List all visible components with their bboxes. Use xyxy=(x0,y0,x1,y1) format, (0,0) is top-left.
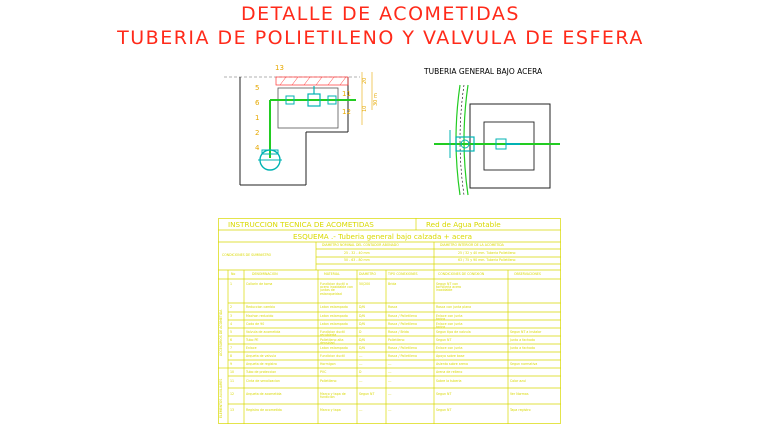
table-cell: 12 xyxy=(230,392,235,396)
table-cell: Polietileno xyxy=(388,338,405,342)
table-cell: Laton estampado xyxy=(320,314,348,318)
table-cell: Arqueta de valvula xyxy=(246,354,277,358)
table-cell: Collarin de toma xyxy=(246,282,273,286)
table-cell: Junto a fachada xyxy=(510,338,535,342)
table-cell: 2 xyxy=(230,305,233,309)
table-cell: 4 xyxy=(230,322,233,326)
table-cell: 13 xyxy=(230,408,235,412)
table-cell: Enlace con junta torica xyxy=(436,314,463,322)
table-cell: Marco y tapa xyxy=(320,408,341,412)
table-cell: Ver Normas xyxy=(510,392,529,396)
table-cell: D/N xyxy=(359,314,365,318)
col-condiciones: CONDICIONES DE CONEXION xyxy=(438,272,485,276)
table-cell: 6 xyxy=(230,338,233,342)
table-cell: D/N xyxy=(359,305,365,309)
label-1: 1 xyxy=(255,114,260,122)
table-header-right: Red de Agua Potable xyxy=(426,220,501,229)
group-head-b: DIAMETRO INTERIOR DE LA ACOMETIDA xyxy=(440,243,504,247)
col-denominacion: DENOMINACION xyxy=(252,272,278,276)
table-header-left: INSTRUCCION TECNICA DE ACOMETIDAS xyxy=(228,220,374,229)
table-cell: --- xyxy=(359,354,363,358)
table-cell: Segun NT xyxy=(436,392,452,396)
table-cell: PVC xyxy=(320,370,327,374)
table-cell: Segun NT xyxy=(436,408,452,412)
dim-20: 20 xyxy=(362,77,368,84)
col-diametro: DIAMETRO xyxy=(359,272,377,276)
table-cell: Arqueta de registro xyxy=(246,362,277,366)
label-11: 11 xyxy=(342,90,351,98)
table-cell: Arena de relleno xyxy=(436,370,463,374)
cond-row-1-a: 25 - 32 - 40 mm xyxy=(344,251,370,255)
table-cell: 9 xyxy=(230,362,233,366)
table-cell: 7 xyxy=(230,346,233,350)
table-cell: --- xyxy=(388,379,392,383)
table-cell: D/N xyxy=(359,322,365,326)
table-cell: Rosca / Brida xyxy=(388,330,409,334)
dim-10: 10 xyxy=(362,105,368,112)
table-cell: 8 xyxy=(230,354,233,358)
acometidas-table xyxy=(218,218,561,424)
dim-30m: 30 m xyxy=(373,93,379,106)
table-cell: Asiento sobre arena xyxy=(436,362,468,366)
table-cell: Fundicion ductil o acero inoxidable con juntas de estanqueidad xyxy=(320,282,353,296)
col-observaciones: OBSERVACIONES xyxy=(514,272,541,276)
table-cell: Reduccion cambio xyxy=(246,305,276,309)
table-cell: Junto a fachada xyxy=(510,346,535,350)
table-cell: Segun NT xyxy=(436,338,452,342)
table-cell: --- xyxy=(388,370,392,374)
table-cell: Laton estampado xyxy=(320,322,348,326)
table-cell: Laton estampado xyxy=(320,346,348,350)
table-cell: Rosca xyxy=(388,305,398,309)
label-13: 13 xyxy=(275,64,284,72)
col-no: No xyxy=(231,272,236,276)
table-cell: Sobre la tuberia xyxy=(436,379,462,383)
right-plan-detail xyxy=(423,67,560,195)
col-material: MATERIAL xyxy=(324,272,340,276)
table-cell: Enlace xyxy=(246,346,257,350)
table-cell: D/N xyxy=(359,346,365,350)
table-cell: D xyxy=(359,370,362,374)
table-cell: Segun NT xyxy=(359,392,375,396)
table-cell: D/N xyxy=(359,338,365,342)
table-cell: Laton estampado xyxy=(320,305,348,309)
left-section-detail xyxy=(224,64,379,185)
title-line-2: TUBERIA DE POLIETILENO Y VALVULA DE ESFERA xyxy=(117,27,644,49)
table-cell: Valvula de acometida xyxy=(246,330,281,334)
table-cell: 50/200 xyxy=(359,282,371,286)
table-cell: Color azul xyxy=(510,379,526,383)
table-cell: Polietileno alta densidad xyxy=(320,338,344,346)
table-cell: Cinta de senalizacion xyxy=(246,379,280,383)
table-cell: Enlace con junta xyxy=(436,346,463,350)
table-cell: --- xyxy=(388,392,392,396)
table-cell: Rosca / Polietileno xyxy=(388,354,417,358)
table-cell: --- xyxy=(388,408,392,412)
table-cell: Apoyo sobre base xyxy=(436,354,465,358)
table-cell: Rosca / Polietileno xyxy=(388,346,417,350)
table-cell: --- xyxy=(359,408,363,412)
cond-label: CONDICIONES DE SUMINISTRO xyxy=(222,253,272,257)
table-cell: Tubo de proteccion xyxy=(246,370,277,374)
table-cell: Polietileno xyxy=(320,379,337,383)
table-cell: Segun tipo de valvula xyxy=(436,330,471,334)
plan-caption: TUBERIA GENERAL BAJO ACERA xyxy=(424,67,543,76)
label-6: 6 xyxy=(255,99,260,107)
table-cell: --- xyxy=(359,362,363,366)
table-cell: Segun NT con tornilleria acero inoxidable xyxy=(436,282,462,293)
table-cell: Arqueta de acometida xyxy=(246,392,282,396)
table-cell: Machon reducido xyxy=(246,314,274,318)
table-cell: Registro de acometida xyxy=(246,408,282,412)
table-cell: Segun normativa xyxy=(510,362,538,366)
table-cell: --- xyxy=(359,379,363,383)
table-cell: Codo de 90 xyxy=(246,322,265,326)
table-cell: Enlace con junta torica xyxy=(436,322,463,330)
label-5: 5 xyxy=(255,84,260,92)
table-cell: 1 xyxy=(230,282,233,286)
table-cell: 11 xyxy=(230,379,235,383)
title-line-1: DETALLE DE ACOMETIDAS xyxy=(240,3,520,25)
table-cell: 5 xyxy=(230,330,233,334)
side-label-b: ELEMENTOS AUXILIARES xyxy=(219,378,223,418)
table-cell: Tapa registro xyxy=(510,408,531,412)
cond-row-1-b: 25 / 32 y 40 mm. Tuberia Polietileno xyxy=(458,251,516,255)
cond-row-2-b: 63 / 75 y 90 mm. Tuberia Polietileno xyxy=(458,258,516,262)
table-cell: D xyxy=(359,330,362,334)
table-cell: Tubo PE xyxy=(246,338,259,342)
table-cell: Brida xyxy=(388,282,397,286)
table-cell: Rosca con junta plana xyxy=(436,305,472,309)
table-cell: Fundicion ductil recubierta xyxy=(320,330,346,338)
table-cell: Rosca / Polietileno xyxy=(388,314,417,318)
table-cell: Hormigon xyxy=(320,362,336,366)
table-cell: 3 xyxy=(230,314,233,318)
table-cell: Fundicion ductil xyxy=(320,354,346,358)
label-12: 12 xyxy=(342,108,351,116)
col-tipo-conexiones: TIPO CONEXIONES xyxy=(388,272,418,276)
table-cell: --- xyxy=(388,362,392,366)
side-label-a: ACCESORIOS DE ACOMETIDA xyxy=(219,309,223,356)
cond-row-2-a: 50 - 63 - 80 mm xyxy=(344,258,370,262)
label-4: 4 xyxy=(255,144,260,152)
table-cell: Rosca / Polietileno xyxy=(388,322,417,326)
group-head-a: DIAMETRO NOMINAL DEL CONTADOR ABONADO xyxy=(322,243,399,247)
table-cell: 10 xyxy=(230,370,235,374)
label-2: 2 xyxy=(255,129,260,137)
table-cell: Segun NT a instalar xyxy=(510,330,542,334)
table-subheader: ESQUEMA .- Tuberia general bajo calzada + acera xyxy=(293,232,473,241)
table-cell: Marco y tapa de fundicion xyxy=(320,392,346,400)
